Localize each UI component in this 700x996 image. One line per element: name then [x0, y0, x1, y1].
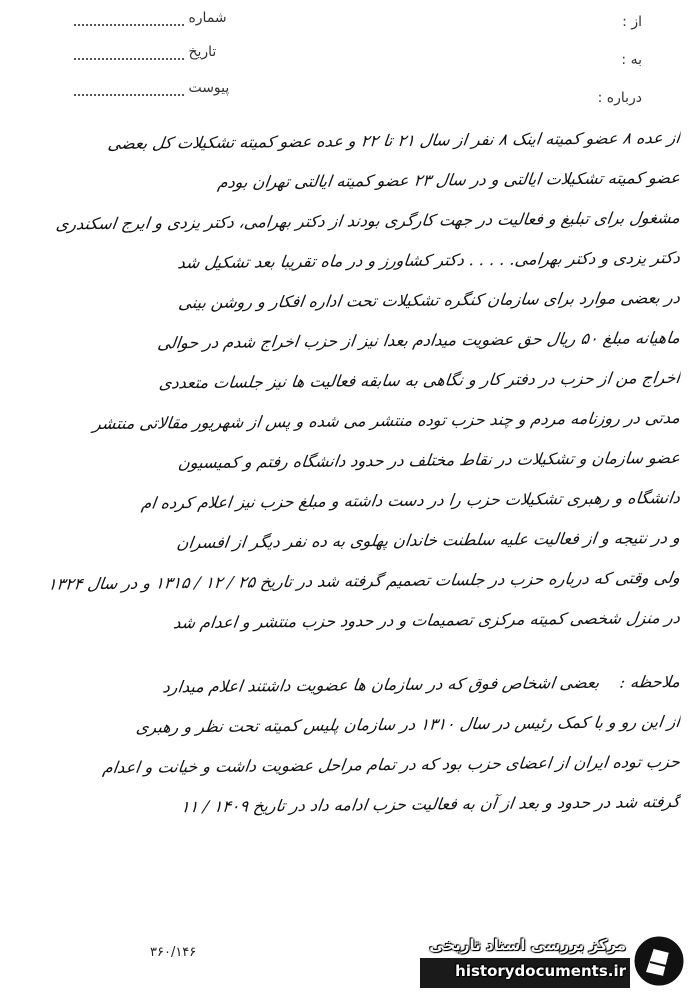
- body-line: دکتر یزدی و دکتر بهرامی. . . . . دکتر کشاورز و در ماه تقریبا بعد تشکیل شد: [176, 248, 682, 273]
- body-line: از عده ۸ عضو کمیته اینک ۸ نفر از سال ۲۱ تا ۲۲ و عده عضو کمیته تشکیلات کل بعضی: [106, 128, 682, 153]
- note-line: بعضی اشخاص فوق که در سازمان ها عضویت داشتند اعلام میدارد: [161, 672, 601, 697]
- body-line: عضو سازمان و تشکیلات در نقاط مختلف در حدود دانشگاه رفتم و کمیسیون: [177, 448, 682, 473]
- body-line: مدتی در روزنامه مردم و چند حزب توده منتشر می شده و پس از شهریور مقالاتی منتشر: [92, 408, 682, 434]
- body-line: اخراج من از حزب در دفتر کار و نگاهی به سابقه فعالیت ها نیز جلسات متعددی: [157, 368, 682, 393]
- letterhead-date-label: تاریخ: [188, 44, 217, 60]
- page-number: ۳۶۰/۱۴۶: [150, 945, 197, 960]
- number-dotted-line: [74, 22, 184, 26]
- note-heading: ملاحظه :: [617, 662, 683, 706]
- body-line: ولی وقتی که درباره حزب در جلسات تصمیم گرفته شد در تاریخ ۲۵ / ۱۲ / ۱۳۱۵ و در سال ۱۳۲۴: [46, 568, 682, 594]
- body-line: ماهیانه مبلغ ۵۰ ریال حق عضویت میدادم بعدا نیز از حزب اخراج شدم در حوالی: [156, 328, 682, 353]
- body-line: در منزل شخصی کمیته مرکزی تصمیمات و در حدود حزب منتشر و اعدام شد: [172, 608, 682, 633]
- watermark-org-name: مرکز بررسی اسناد تاریخی: [429, 936, 626, 954]
- archive-logo-icon: [630, 932, 688, 990]
- letterhead-to-label: به :: [621, 52, 642, 68]
- body-line: دانشگاه و رهبری تشکیلات حزب را در دست داشته و مبلغ حزب نیز اعلام کرده ام: [140, 488, 682, 513]
- letterhead-date-field: [74, 44, 216, 60]
- letterhead-number-field: [74, 10, 227, 26]
- letterhead-number-label: شماره: [188, 10, 227, 26]
- note-line: از این رو و با کمک رئیس در سال ۱۳۱۰ در سازمان پلیس کمیته تحت نظر و رهبری: [134, 712, 682, 737]
- watermark-url: historydocuments.ir: [455, 962, 626, 980]
- note-line: حزب توده ایران از اعضای حزب بود که در تمام مراحل عضویت داشت و خیانت و اعدام: [101, 752, 682, 778]
- letterhead-attachment-label: پیوست: [188, 80, 230, 96]
- body-line: مشغول برای تبلیغ و فعالیت در جهت کارگری بودند از دکتر بهرامی، دکتر یزدی و ایرج اسکندری: [54, 208, 682, 234]
- letterhead-from-label: از :: [622, 14, 642, 30]
- letterhead-attachment-field: [74, 80, 229, 96]
- handwritten-letter-body: [18, 118, 680, 822]
- body-line: عضو کمیته تشکیلات ایالتی و در سال ۲۳ عضو کمیته ایالتی تهران بودم: [216, 168, 682, 192]
- letterhead-about-label: درباره :: [597, 90, 642, 106]
- attachment-dotted-line: [74, 92, 184, 96]
- body-line: در بعضی موارد برای سازمان کنگره تشکیلات تحت اداره افکار و روشن بینی: [177, 288, 682, 313]
- note-line: گرفته شد در حدود و بعد از آن به فعالیت حزب ادامه داد در تاریخ ۱۴۰۹ / ۱۱: [179, 792, 682, 817]
- note-first-line: [14, 662, 682, 709]
- archive-watermark: [400, 932, 692, 994]
- body-line: و در نتیجه و از فعالیت علیه سلطنت خاندان پهلوی به ده نفر دیگر از افسران: [175, 528, 682, 553]
- date-dotted-line: [74, 56, 184, 60]
